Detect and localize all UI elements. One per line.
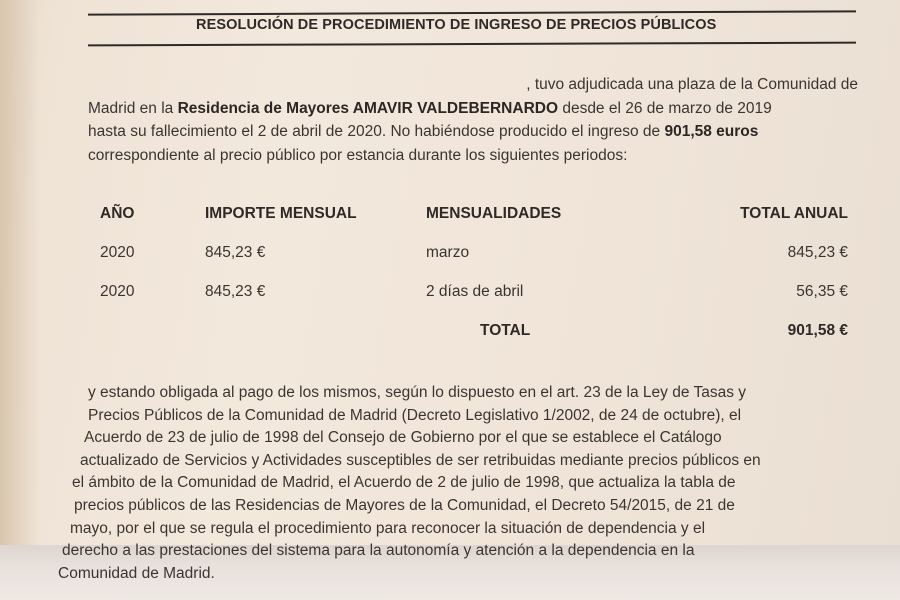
header-year: AÑO	[100, 205, 135, 222]
residence-name: Residencia de Mayores AMAVIR VALDEBERNARDO	[177, 99, 559, 117]
cell-monthly: 845,23 €	[205, 244, 266, 261]
cell-months: marzo	[426, 244, 470, 261]
intro-text: hasta su fallecimiento el 2 de abril de 2020. No habiéndose producido el ingreso de	[88, 123, 665, 140]
periods-table	[100, 205, 848, 361]
title-rule-top	[88, 10, 856, 15]
legal-line: Acuerdo de 23 de julio de 1998 del Consejo de Gobierno por el que se establece el Catálogo	[84, 429, 722, 447]
intro-paragraph	[88, 73, 858, 167]
amount-due: 901,58 euros	[664, 123, 759, 140]
table-row	[100, 283, 848, 322]
legal-paragraph	[58, 382, 870, 585]
header-months: MENSUALIDADES	[426, 205, 562, 222]
table-header-row	[100, 205, 848, 244]
header-total: TOTAL ANUAL	[740, 205, 848, 222]
legal-line: Precios Públicos de la Comunidad de Madrid (Decreto Legislativo 1/2002, de 24 de octubre), el	[88, 406, 742, 424]
table-row	[100, 244, 848, 283]
title-rule-bottom	[88, 42, 856, 47]
cell-monthly: 845,23 €	[205, 283, 266, 300]
cell-year: 2020	[100, 283, 135, 300]
header-monthly: IMPORTE MENSUAL	[205, 205, 357, 222]
cell-year: 2020	[100, 244, 135, 261]
intro-line-4: correspondiente al precio público por estancia durante los siguientes periodos:	[88, 146, 628, 164]
legal-line: el ámbito de la Comunidad de Madrid, el Acuerdo de 2 de julio de 1998, que actualiza la tabla de	[72, 474, 736, 492]
legal-line: derecho a las prestaciones del sistema para la autonomía y atención a la dependencia en la	[62, 542, 695, 560]
cell-total: 56,35 €	[796, 283, 848, 300]
table-total-row	[100, 322, 848, 361]
legal-line: precios públicos de las Residencias de Mayores de la Comunidad, el Decreto 54/2015, de 21 de	[74, 496, 735, 514]
total-value: 901,58 €	[787, 322, 848, 339]
legal-line: actualizado de Servicios y Actividades susceptibles de ser retribuidas mediante precios públicos en	[80, 451, 761, 469]
cell-total: 845,23 €	[787, 244, 848, 261]
legal-line: Comunidad de Madrid.	[58, 564, 215, 582]
total-label: TOTAL	[480, 322, 531, 339]
intro-line-2	[88, 97, 858, 121]
cell-months: 2 días de abril	[426, 283, 524, 300]
legal-line: mayo, por el que se regula el procedimiento para reconocer la situación de dependencia y el	[70, 519, 706, 537]
intro-line-1: , tuvo adjudicada una plaza de la Comunidad de	[526, 76, 858, 93]
intro-line-3	[88, 120, 858, 144]
intro-text: desde el 26 de marzo de 2019	[558, 99, 772, 117]
legal-line: y estando obligada al pago de los mismos, según lo dispuesto en el art. 23 de la Ley de Tasas y	[88, 384, 747, 401]
intro-text: Madrid en la	[88, 99, 178, 117]
document-title: RESOLUCIÓN DE PROCEDIMIENTO DE INGRESO DE PRECIOS PÚBLICOS	[196, 17, 717, 33]
